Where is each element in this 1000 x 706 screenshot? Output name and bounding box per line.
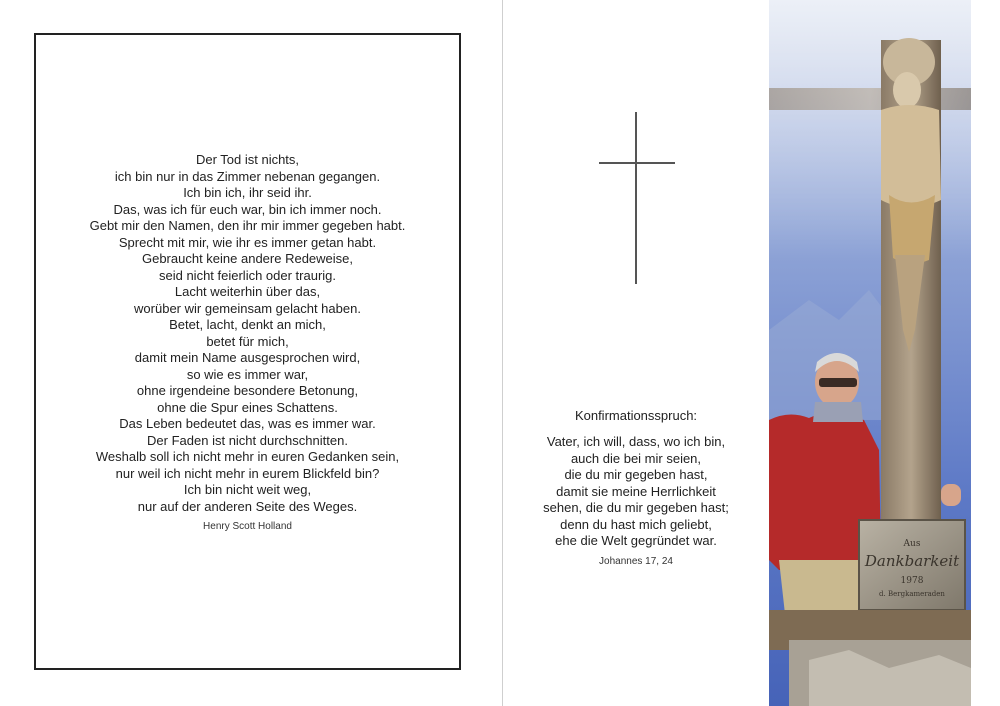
poem-line: Das, was ich für euch war, bin ich immer noch. bbox=[113, 201, 382, 217]
poem-line: Der Faden ist nicht durchschnitten. bbox=[147, 432, 348, 448]
verse-line: denn du hast mich geliebt, bbox=[560, 516, 712, 532]
plaque-text-line: Aus bbox=[903, 539, 921, 549]
poem-line: nur weil ich nicht mehr in eurem Blickfeld bin? bbox=[115, 465, 380, 481]
poem-line: Gebraucht keine andere Redeweise, bbox=[141, 251, 354, 266]
poem-line: Gebt mir den Namen, den ihr mir immer gegeben habt. bbox=[89, 218, 406, 233]
memorial-photo bbox=[769, 0, 971, 706]
poem-line: seid nicht feierlich oder traurig. bbox=[158, 267, 337, 283]
poem-line: Ich bin nicht weit weg, bbox=[183, 482, 312, 497]
verse-line: die du mir gegeben hast, bbox=[564, 467, 708, 482]
plaque-text-line: d. Bergkameraden bbox=[879, 590, 945, 598]
verse-line: sehen, die du mir gegeben hast; bbox=[543, 500, 729, 515]
poem-line: Das Leben bedeutet das, was es immer war. bbox=[119, 416, 376, 431]
poem-line: Lacht weiterhin über das, bbox=[174, 284, 321, 299]
poem-line: Ich bin ich, ihr seid ihr. bbox=[183, 185, 312, 200]
poem-line: worüber wir gemeinsam gelacht haben. bbox=[134, 300, 361, 316]
poem-line: Sprecht mit mir, wie ihr es immer getan habt. bbox=[118, 234, 377, 250]
bible-reference: Johannes 17, 24 bbox=[599, 556, 673, 567]
confirmation-heading: Konfirmationsspruch: bbox=[574, 408, 698, 423]
middle-page bbox=[503, 0, 769, 706]
verse-line: ehe die Welt gegründet war. bbox=[555, 533, 717, 548]
poem-line: damit mein Name ausgesprochen wird, bbox=[134, 350, 361, 365]
poem-line: nur auf der anderen Seite des Weges. bbox=[137, 498, 358, 514]
poem-line: betet für mich, bbox=[206, 333, 289, 349]
poem-line: Der Tod ist nichts, bbox=[195, 152, 300, 167]
poem-author: Henry Scott Holland bbox=[203, 521, 292, 532]
poem-line: ohne irgendeine besondere Betonung, bbox=[136, 383, 359, 398]
poem-frame bbox=[34, 33, 461, 670]
verse-line: auch die bei mir seien, bbox=[570, 450, 702, 466]
verse-line: Vater, ich will, dass, wo ich bin, bbox=[546, 434, 726, 449]
confirmation-verse bbox=[503, 434, 769, 550]
plaque-text-line: 1978 bbox=[900, 576, 924, 586]
verse-line: damit sie meine Herrlichkeit bbox=[556, 483, 716, 499]
poem-line: Weshalb soll ich nicht mehr in euren Gedanken sein, bbox=[95, 449, 400, 464]
poem-line: Betet, lacht, denkt an mich, bbox=[169, 317, 326, 332]
cross-icon bbox=[599, 112, 675, 284]
poem-line: ich bin nur in das Zimmer nebenan gegangen. bbox=[114, 168, 381, 184]
poem-line: so wie es immer war, bbox=[186, 366, 309, 382]
poem-text bbox=[36, 152, 459, 515]
poem-line: ohne die Spur eines Schattens. bbox=[157, 399, 338, 415]
plaque-text-line: Dankbarkeit bbox=[864, 552, 960, 570]
